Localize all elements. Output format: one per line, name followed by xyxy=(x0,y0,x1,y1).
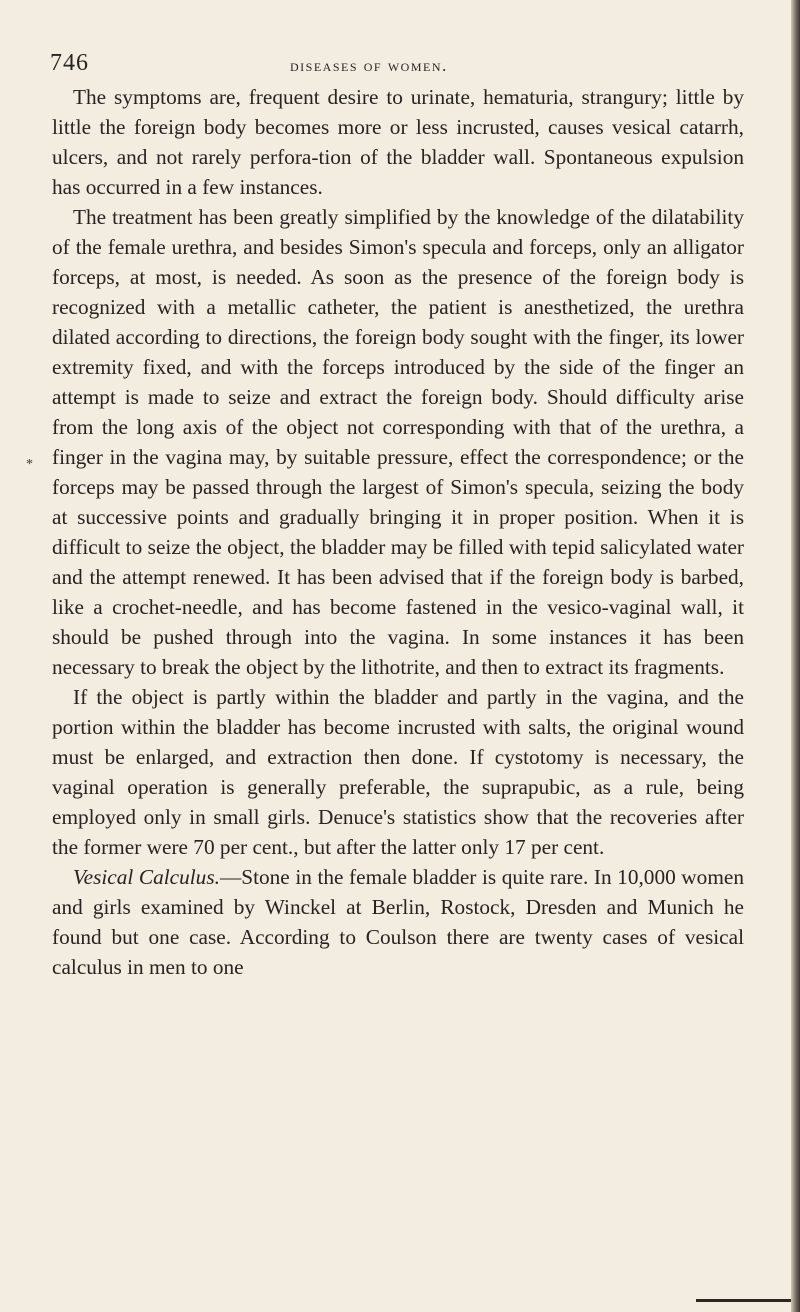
paragraph-symptoms: The symptoms are, frequent desire to urinate, hematuria, strangury; little by little the foreign body becomes more or less incrusted, causes vesical catarrh, ulcers, and not rarely perfora-tion of the bladder wall. Spontaneous expulsion has occurred in a few instances. xyxy=(52,85,744,199)
paragraph-partial-object: If the object is partly within the bladder and partly in the vagina, and the portion within the bladder has become incrusted with salts, the original wound must be enlarged, and extraction then done. If cystotomy is necessary, the vaginal operation is generally preferable, the suprapubic, as a rule, being employed only in small girls. Denuce's statistics show that the recoveries after the former were 70 per cent., but after the latter only 17 per cent. xyxy=(52,685,744,859)
vesical-calculus-text: —Stone in the female bladder is quite rare. In 10,000 women and girls examined by Winckel at Berlin, Rostock, Dresden and Munich he found but one case. According to Coulson there are twenty cases of vesical calculus in men to one xyxy=(52,865,744,979)
page-number: 746 xyxy=(50,50,89,76)
vesical-calculus-subhead: Vesical Calculus. xyxy=(73,865,220,889)
page-header xyxy=(50,50,750,80)
bottom-rule xyxy=(696,1299,791,1302)
paragraph-treatment: The treatment has been greatly simplified by the knowledge of the dilatability of the female urethra, and besides Simon's specula and forceps, only an alligator forceps, at most, is needed. As soon as the presence of the foreign body is recognized with a metallic catheter, the patient is anesthetized, the urethra dilated according to directions, the foreign body sought with the finger, its lower extremity fixed, and with the forceps introduced by the side of the finger an attempt is made to seize and extract the foreign body. Should difficulty arise from the long axis of the object not corresponding with that of the urethra, a finger in the vagina may, by suitable pressure, effect the correspondence; or the forceps may be passed through the largest of Simon's specula, seizing the body at successive points and gradually bringing it in proper position. When it is difficult to seize the object, the bladder may be filled with tepid salicylated water and the attempt renewed. It has been advised that if the foreign body is barbed, like a crochet-needle, and has become fastened in the vesico-vaginal wall, it should be pushed through into the vagina. In some instances it has been necessary to break the object by the lithotrite, and then to extract its fragments. xyxy=(52,205,744,679)
body-text xyxy=(52,82,744,982)
paragraph-vesical-calculus xyxy=(52,862,744,982)
margin-mark: * xyxy=(26,457,33,472)
running-head: diseases of women. xyxy=(290,56,448,75)
page-edge-shadow xyxy=(791,0,800,1312)
